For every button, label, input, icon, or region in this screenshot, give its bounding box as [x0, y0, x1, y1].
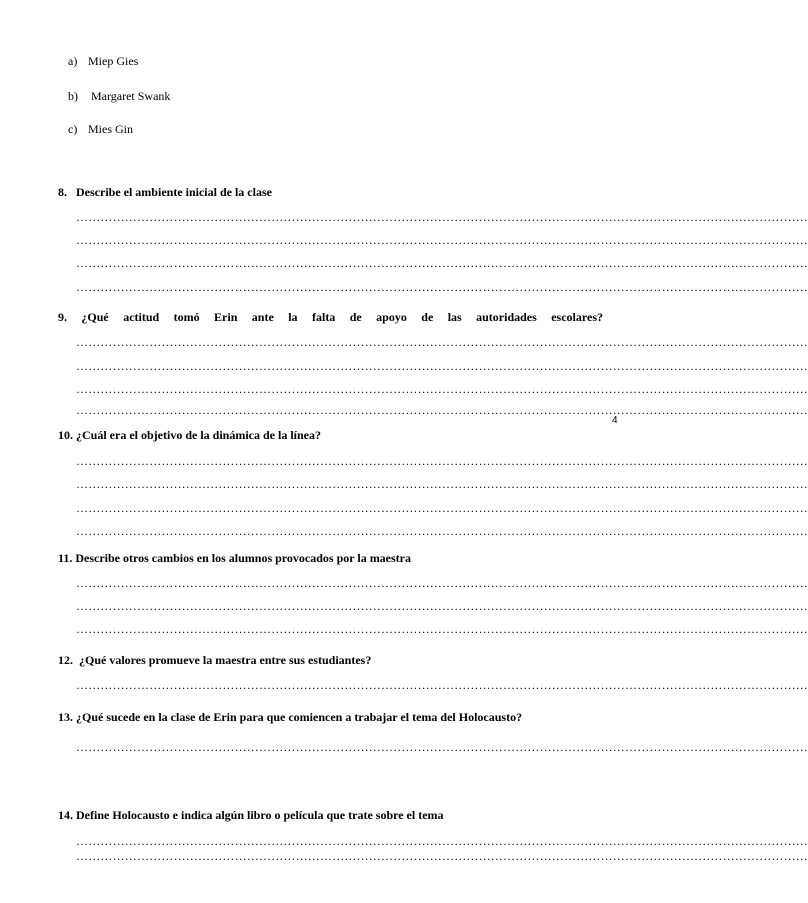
question-word: falta [311, 310, 336, 324]
option-c [68, 122, 133, 137]
question-13 [58, 710, 522, 725]
answer-line[interactable]: ……………………………………………………………………………………………………………………………………………………………… [76, 454, 808, 468]
answer-line[interactable]: ……………………………………………………………………………………………………………………………………………………………… [76, 849, 808, 863]
question-text: ¿Qué sucede en la clase de Erin para que comiencen a trabajar el tema del Holocausto? [76, 710, 523, 724]
question-text: Describe el ambiente inicial de la clase [76, 185, 272, 199]
question-word: ¿Qué [81, 310, 109, 324]
answer-line[interactable]: ……………………………………………………………………………………………………………………………………………………………… [76, 599, 808, 613]
question-word: actitud [123, 310, 160, 324]
answer-line[interactable]: ……………………………………………………………………………………………………………………………………………………………… [76, 335, 808, 349]
answer-line[interactable]: ……………………………………………………………………………………………………………………………………………………………… [76, 834, 808, 848]
answer-line[interactable]: ……………………………………………………………………………………………………………………………………………………………… [76, 280, 808, 294]
option-letter: c) [68, 122, 78, 136]
question-8 [58, 185, 272, 200]
answer-line[interactable]: ……………………………………………………………………………………………………………………………………………………………… [76, 576, 808, 590]
question-number: 9. [58, 310, 67, 324]
answer-line[interactable]: ……………………………………………………………………………………………………………………………………………………………… [76, 501, 808, 515]
answer-line[interactable]: ……………………………………………………………………………………………………………………………………………………………… [76, 233, 808, 247]
question-word: Erin [214, 310, 238, 324]
question-text: Define Holocausto e indica algún libro o película que trate sobre el tema [76, 808, 444, 822]
option-letter: a) [68, 54, 78, 68]
answer-line[interactable]: ……………………………………………………………………………………………………………………………………………………………… [76, 256, 808, 270]
question-number: 8. [58, 185, 67, 199]
question-word: escolares? [551, 310, 603, 324]
option-text: Mies Gin [88, 122, 133, 136]
question-word: tomó [173, 310, 200, 324]
question-number: 14. [58, 808, 73, 822]
question-word: de [349, 310, 362, 324]
question-word: de [421, 310, 434, 324]
answer-line[interactable]: ……………………………………………………………………………………………………………………………………………………………… [76, 403, 808, 417]
option-text: Margaret Swank [88, 89, 171, 103]
question-number: 12. [58, 653, 73, 667]
answer-line[interactable]: ……………………………………………………………………………………………………………………………………………………………… [76, 740, 808, 754]
question-text: Describe otros cambios en los alumnos provocados por la maestra [75, 551, 412, 565]
option-b [68, 89, 170, 104]
question-number: 10. [58, 428, 73, 442]
answer-line[interactable]: ……………………………………………………………………………………………………………………………………………………………… [76, 622, 808, 636]
option-letter: b) [68, 89, 78, 103]
question-10 [58, 428, 321, 443]
option-text: Miep Gies [88, 54, 139, 68]
question-text: ¿Qué valores promueve la maestra entre sus estudiantes? [76, 653, 372, 667]
page-number: 4 [612, 415, 618, 426]
answer-line[interactable]: ……………………………………………………………………………………………………………………………………………………………… [76, 477, 808, 491]
question-word: las [447, 310, 462, 324]
answer-line[interactable]: ……………………………………………………………………………………………………………………………………………………………… [76, 382, 808, 396]
answer-line[interactable]: ……………………………………………………………………………………………………………………………………………………………… [76, 359, 808, 373]
answer-line[interactable]: ……………………………………………………………………………………………………………………………………………………………… [76, 678, 808, 692]
option-a [68, 54, 138, 69]
question-number: 11. [58, 551, 73, 565]
question-word: autoridades [476, 310, 537, 324]
answer-line[interactable]: ……………………………………………………………………………………………………………………………………………………………… [76, 524, 808, 538]
answer-line[interactable]: ……………………………………………………………………………………………………………………………………………………………… [76, 210, 808, 224]
question-14 [58, 808, 444, 823]
question-11 [58, 551, 411, 566]
question-9 [58, 310, 603, 325]
question-number: 13. [58, 710, 73, 724]
question-word: ante [251, 310, 274, 324]
question-12 [58, 653, 371, 668]
question-word: la [288, 310, 298, 324]
question-text: ¿Cuál era el objetivo de la dinámica de la línea? [76, 428, 321, 442]
question-word: apoyo [376, 310, 407, 324]
